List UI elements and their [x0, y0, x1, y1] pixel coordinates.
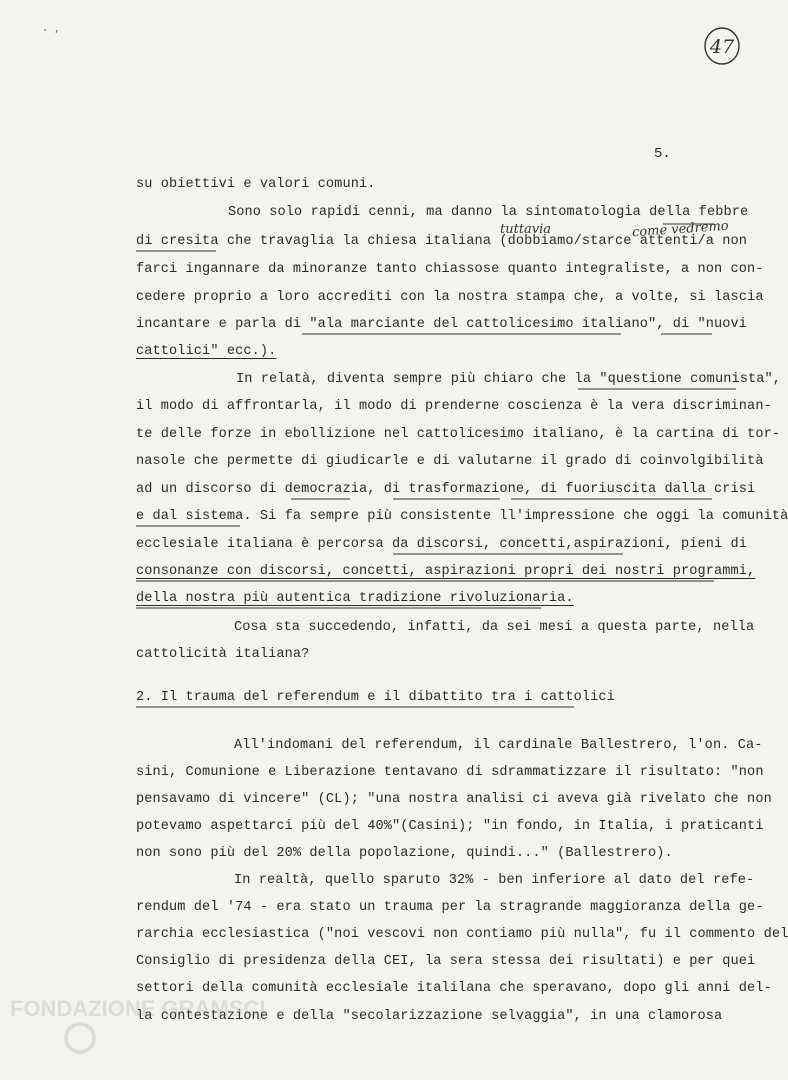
- corner-marks: . ‚: [42, 24, 61, 35]
- text-line-26: rendum del '74 - era stato un trauma per la stragrande maggioranza della ge-: [136, 900, 764, 915]
- text-line-8: In relatà, diventa sempre più chiaro che la "questione comunista",: [236, 372, 781, 387]
- archive-watermark: [10, 990, 266, 1060]
- annotation-come-vedremo: come vedremo: [631, 218, 730, 241]
- text-line-9: il modo di affrontarla, il modo di prenderne coscienza è la vera discriminan-: [136, 399, 772, 414]
- text-line-13: e dal sistema. Si fa sempre più consistente ll'impressione che oggi la comunità: [136, 509, 788, 524]
- text-line-18: cattolicità italiana?: [136, 647, 310, 662]
- section-heading: 2. Il trauma del referendum e il dibattito tra i cattolici: [136, 690, 615, 705]
- text-line-12: ad un discorso di democrazia, di trasformazione, di fuoriuscita dalla crisi: [136, 482, 756, 497]
- text-line-15: consonanze con discorsi, concetti, aspirazioni propri dei nostri programmi,: [136, 564, 756, 579]
- text-line-17: Cosa sta succedendo, infatti, da sei mesi a questa parte, nella: [234, 620, 755, 635]
- text-line-25: In realtà, quello sparuto 32% - ben inferiore al dato del refe-: [234, 873, 755, 888]
- text-line-16: della nostra più autentica tradizione rivoluzionaria.: [136, 591, 574, 606]
- text-line-21: sini, Comunione e Liberazione tentavano di sdrammatizzare il risultato: "non: [136, 765, 764, 780]
- text-line-30: la contestazione e della "secolarizzazione selvaggia", in una clamorosa: [136, 1009, 723, 1024]
- text-line-7: cattolici" ecc.).: [136, 344, 277, 359]
- text-line-5: cedere proprio a loro accrediti con la nostra stampa che, a volte, si lascia: [136, 290, 764, 305]
- watermark-text: FONDAZIONE GRAMSCI: [10, 996, 266, 1021]
- text-line-2: Sono solo rapidi cenni, ma danno la sintomatologia della febbre: [228, 205, 749, 220]
- text-line-23: potevamo aspettarci più del 40%"(Casini); "in fondo, in Italia, i praticanti: [136, 819, 764, 834]
- circle-stamp-icon: [702, 26, 742, 66]
- text-line-4: farci ingannare da minoranze tanto chiassose quanto integraliste, a non con-: [136, 262, 764, 277]
- text-line-6: incantare e parla di "ala marciante del cattolicesimo italiano", di "nuovi: [136, 317, 748, 332]
- text-line-20: All'indomani del referendum, il cardinale Ballestrero, l'on. Ca-: [234, 738, 763, 753]
- text-line-14: ecclesiale italiana è percorsa da discorsi, concetti,aspirazioni, pieni di: [136, 537, 748, 552]
- text-line-24: non sono più del 20% della popolazione, quindi..." (Ballestrero).: [136, 846, 673, 861]
- text-line-27: rarchia ecclesiastica ("noi vescovi non contiamo più nulla", fu il commento del: [136, 927, 788, 942]
- sheet-number-stamp: [702, 26, 742, 66]
- sheet-number: 47: [709, 36, 735, 58]
- text-line-1: su obiettivi e valori comuni.: [136, 177, 376, 192]
- text-line-10: te delle forze in ebollizione nel cattolicesimo italiano, è la cartina di tor-: [136, 427, 781, 442]
- text-line-22: pensavamo di vincere" (CL); "una nostra analisi ci aveva già rivelato che non: [136, 792, 772, 807]
- annotation-tuttavia: tuttavia: [500, 222, 552, 237]
- text-line-3: di cresita che travaglia la chiesa italiana (dobbiamo/starce attenti/a non: [136, 234, 748, 249]
- text-line-28: Consiglio di presidenza della CEI, la sera stessa dei risultati) e per quei: [136, 954, 756, 969]
- text-line-29: settori della comunità ecclesiale italilana che speravano, dopo gli anni del-: [136, 981, 772, 996]
- page-number: 5.: [654, 146, 671, 162]
- text-line-11: nasole che permette di giudicarle e di valutarne il grado di coinvolgibilità: [136, 454, 764, 469]
